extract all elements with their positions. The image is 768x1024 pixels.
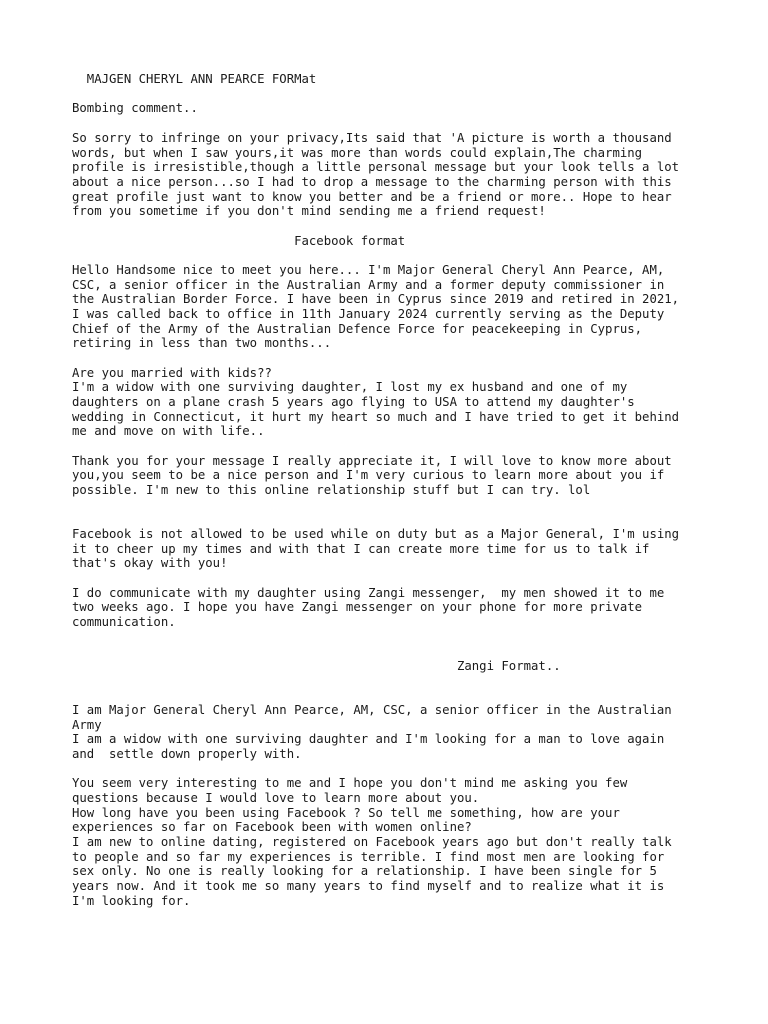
text-line: I was called back to office in 11th January 2024 currently serving as the Deputy	[72, 307, 665, 321]
text-line: words, but when I saw yours,it was more than words could explain,The charming	[72, 146, 643, 160]
text-line: two weeks ago. I hope you have Zangi messenger on your phone for more private	[72, 600, 643, 614]
text-line: that's okay with you!	[72, 556, 228, 570]
text-line: So sorry to infringe on your privacy,Its said that 'A picture is worth a thousand	[72, 131, 672, 145]
text-line: I am Major General Cheryl Ann Pearce, AM, CSC, a senior officer in the Australian	[72, 703, 672, 717]
text-line: retiring in less than two months...	[72, 336, 332, 350]
section-label: Bombing comment..	[72, 101, 198, 115]
text-line: I do communicate with my daughter using Zangi messenger, my men showed it to me	[72, 586, 665, 600]
section-heading: Facebook format	[72, 234, 406, 248]
text-line: to people and so far my experiences is terrible. I find most men are looking for	[72, 850, 665, 864]
text-line: Thank you for your message I really appreciate it, I will love to know more about	[72, 454, 672, 468]
text-line: Chief of the Army of the Australian Defence Force for peacekeeping in Cyprus,	[72, 322, 643, 336]
text-line: and settle down properly with.	[72, 747, 302, 761]
text-line: CSC, a senior officer in the Australian Army and a former deputy commissioner in	[72, 278, 665, 292]
text-line: I'm looking for.	[72, 894, 191, 908]
text-line: you,you seem to be a nice person and I'm very curious to learn more about you if	[72, 468, 665, 482]
text-line: I am a widow with one surviving daughter and I'm looking for a man to love again	[72, 732, 665, 746]
text-line: it to cheer up my times and with that I can create more time for us to talk if	[72, 542, 650, 556]
text-line: from you sometime if you don't mind sending me a friend request!	[72, 204, 546, 218]
text-line: daughters on a plane crash 5 years ago flying to USA to attend my daughter's	[72, 395, 635, 409]
text-line: wedding in Connecticut, it hurt my heart so much and I have tried to get it behind	[72, 410, 680, 424]
text-line: Hello Handsome nice to meet you here... I'm Major General Cheryl Ann Pearce, AM,	[72, 263, 665, 277]
text-line: communication.	[72, 615, 176, 629]
text-line: Are you married with kids??	[72, 366, 272, 380]
text-line: questions because I would love to learn more about you.	[72, 791, 480, 805]
text-line: Facebook is not allowed to be used while on duty but as a Major General, I'm using	[72, 527, 680, 541]
section-heading: Zangi Format..	[72, 659, 561, 673]
text-line: the Australian Border Force. I have been in Cyprus since 2019 and retired in 2021,	[72, 292, 680, 306]
text-line: about a nice person...so I had to drop a message to the charming person with this	[72, 175, 672, 189]
text-line: profile is irresistible,though a little personal message but your look tells a lot	[72, 160, 680, 174]
document-title: MAJGEN CHERYL ANN PEARCE FORMat	[72, 72, 317, 86]
text-line: experiences so far on Facebook been with women online?	[72, 820, 472, 834]
text-line: How long have you been using Facebook ? So tell me something, how are your	[72, 806, 620, 820]
text-line: great profile just want to know you better and be a friend or more.. Hope to hear	[72, 190, 672, 204]
text-line: possible. I'm new to this online relationship stuff but I can try. lol	[72, 483, 591, 497]
text-line: You seem very interesting to me and I hope you don't mind me asking you few	[72, 776, 628, 790]
text-line: years now. And it took me so many years to find myself and to realize what it is	[72, 879, 665, 893]
text-line: me and move on with life..	[72, 424, 265, 438]
text-line: I am new to online dating, registered on Facebook years ago but don't really talk	[72, 835, 672, 849]
text-line: I'm a widow with one surviving daughter, I lost my ex husband and one of my	[72, 380, 628, 394]
text-line: sex only. No one is really looking for a relationship. I have been single for 5	[72, 864, 657, 878]
text-line: Army	[72, 718, 102, 732]
